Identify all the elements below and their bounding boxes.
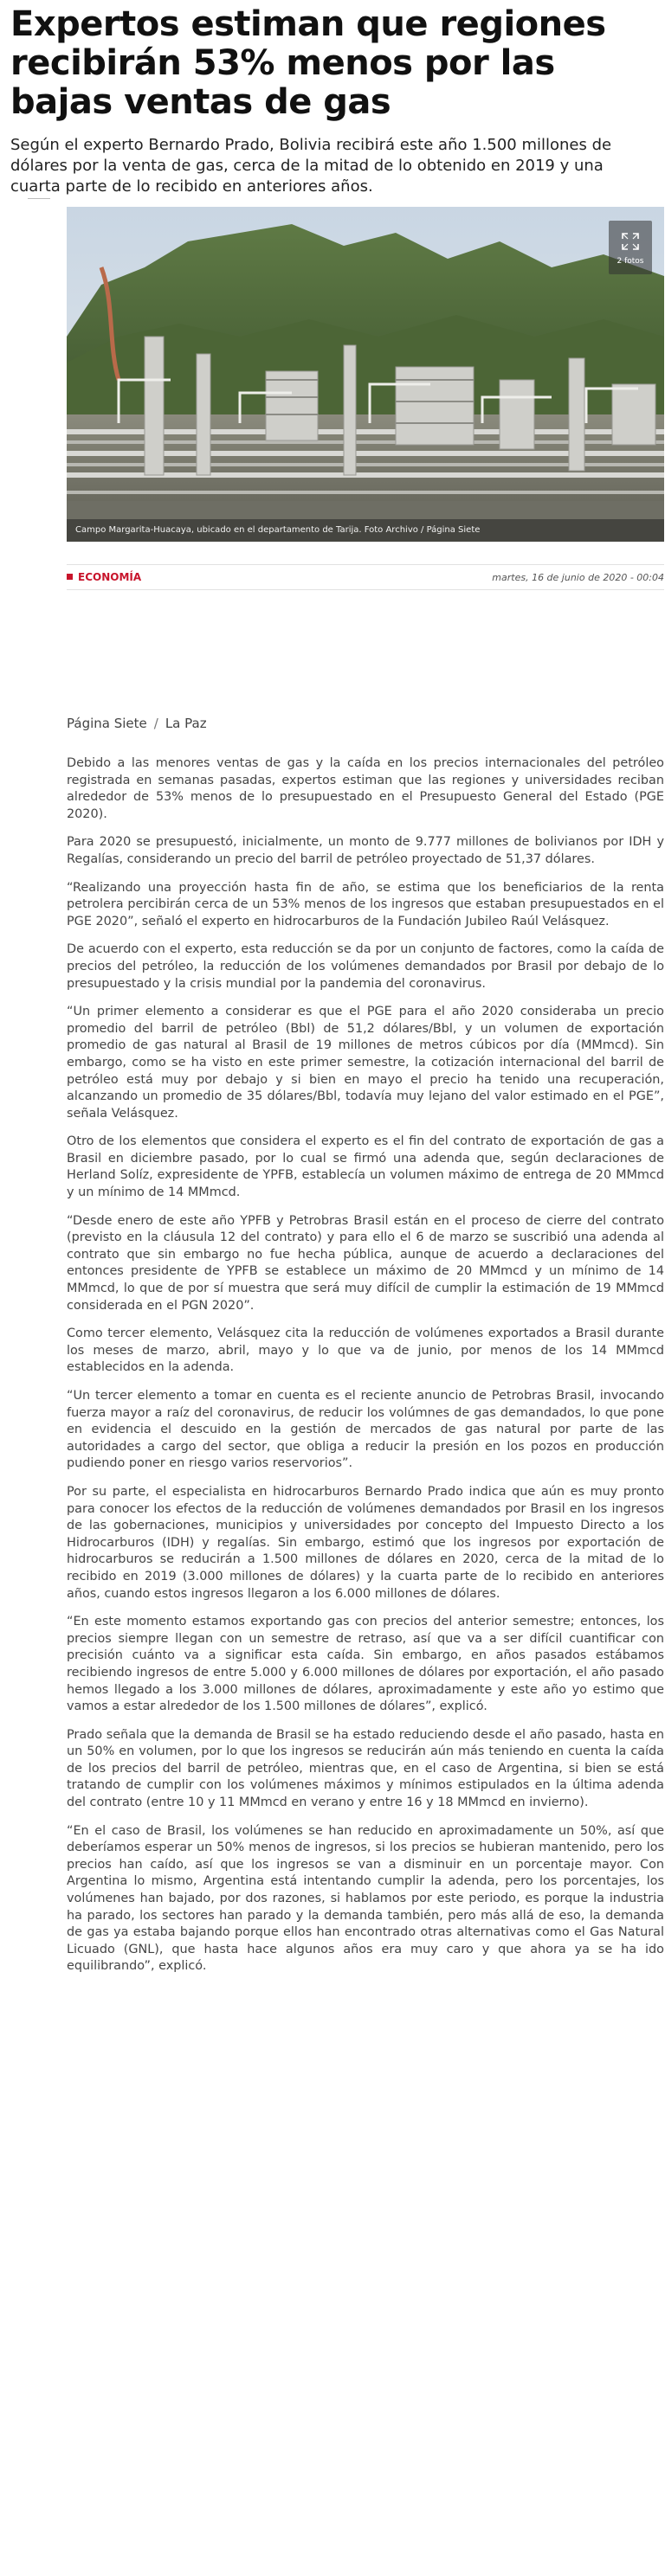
body-paragraph: De acuerdo con el experto, esta reducción se da por un conjunto de factores, como la caída de precios del petróleo, la reducción de los volúmenes demandados por Brasil por debajo de lo presupuestado y la crisis mundial por la pandemia del coronavirus. (67, 942, 664, 991)
body-paragraph: “En este momento estamos exportando gas con precios del anterior semestre; entonces, los precios siempre llegan con un semestre de retraso, así que va a ser difícil cuantificar con precisión cuánto va a significar esta caída. Sin embargo, en años pasados estábamos recibiendo ingresos de entre 5.000 y 6.000 millones de dólares por exportación, el año pasado hemos llegado a los 3.000 millones de dólares, aproximadamente y este año yo estimo que vamos a estar alrededor de los 1.500 millones de dólares”, explicó. (67, 1615, 664, 1714)
section-link[interactable] (67, 571, 141, 583)
gallery-button[interactable] (609, 221, 652, 274)
image-caption-bar (67, 519, 664, 542)
body-paragraph: “Realizando una proyección hasta fin de año, se estima que los beneficiarios de la renta petrolera percibirán cerca de un 53% menos de los ingresos que estaban presupuestados en el PGE 2020”, señaló el experto en hidrocarburos de la Fundación Jubileo Raúl Velásquez. (67, 880, 664, 928)
body-paragraph: Para 2020 se presupuestó, inicialmente, un monto de 9.777 millones de bolivianos por IDH y Regalías, considerando un precio del barril de petróleo proyectado de 51,37 dólares. (67, 835, 664, 866)
section-label: ECONOMÍA (78, 571, 142, 583)
byline (67, 716, 207, 731)
article-meta-bar (67, 564, 664, 590)
image-caption: Campo Margarita-Huacaya, ubicado en el departamento de Tarija. Foto Archivo / Página Siete (75, 525, 481, 535)
section-square-icon (67, 574, 73, 580)
subtitle-divider (28, 198, 50, 199)
article-hero-image[interactable] (67, 207, 664, 542)
article-subtitle: Según el experto Bernardo Prado, Bolivia recibirá este año 1.500 millones de dólares por la venta de gas, cerca de la mitad de lo obtenido en 2019 y una cuarta parte de lo recibido en anteriores años. (10, 136, 612, 196)
article-body (67, 755, 664, 1987)
gas-plant-photo (67, 207, 664, 542)
body-paragraph: “Un primer elemento a considerar es que el PGE para el año 2020 consideraba un precio promedio del barril de petróleo (Bbl) de 51,2 dólares/Bbl, y un volumen de exportación promedio de gas natural al Brasil de 19 millones de metros cúbicos por día (MMmcd). Sin embargo, como se ha visto en este primer semestre, la cotización internacional del barril de petróleo está muy por debajo y si bien en mayo el precio ha tenido una recuperación, alcanzando un promedio de 35 dólares/Bbl, todavía muy lejano del valor estimado en el PGE”, señala Velásquez. (67, 1005, 664, 1121)
publish-date: martes, 16 de junio de 2020 - 00:04 (492, 572, 664, 583)
body-paragraph: “En el caso de Brasil, los volúmenes se han reducido en aproximadamente un 50%, así que deberíamos esperar un 50% menos de ingresos, si los precios se hubieran mantenido, pero los precios han caído, así que los ingresos se van a disminuir en un porcentaje mayor. Con Argentina lo mismo, Argentina está intentando cumplir la adenda, pero los porcentajes, los volúmenes han bajado, por dos razones, si hablamos por este periodo, es porque la industria ha parado, los sectores han parado y la demanda también, pero más allá de eso, la demanda de gas ya estaba bajando porque ellos han encontrado otras alternativas como el Gas Natural Licuado (GNL), que hasta hace algunos años era muy caro y que ahora ya se ha ido equilibrando”, explicó. (67, 1823, 664, 1974)
byline-source: Página Siete (67, 716, 147, 731)
body-paragraph: Por su parte, el especialista en hidrocarburos Bernardo Prado indica que aún es muy pronto para conocer los efectos de la reducción de volúmenes demandados por Brasil en los ingresos de las gobernaciones, municipios y universidades por concepto del Impuesto Directo a los Hidrocarburos (IDH) y regalías. Sin embargo, estimó que los ingresos por exportación de hidrocarburos se reducirán a 1.500 millones de dólares en 2020, cerca de la mitad de lo recibido en 2019 (3.000 millones de dólares) y la cuarta parte de lo recibido en anteriores años, cuando estos ingresos llegaron a los 6.000 millones de dólares. (67, 1484, 664, 1601)
expand-icon (622, 233, 639, 250)
body-paragraph: “Desde enero de este año YPFB y Petrobras Brasil están en el proceso de cierre del contrato (previsto en la cláusula 12 del contrato) y para ello el 6 de marzo se suscribió una adenda al contrato que sin embargo no fue hecha pública, aunque de acuerdo a declaraciones del entonces presidente de YPFB se establece un máximo de 20 MMmcd y un mínimo de 14 MMmcd, lo que de por sí muestra que será muy difícil de cumplir la estimación de 19 MMmcd considerada en el PGN 2020”. (67, 1213, 664, 1313)
photo-count: 2 fotos (617, 257, 644, 266)
body-paragraph: “Un tercer elemento a tomar en cuenta es el reciente anuncio de Petrobras Brasil, invocando fuerza mayor a raíz del coronavirus, de reducir los volúmnes de gas demandados, lo que pone en evidencia el descuido en la gestión de mercados de gas natural por parte de las autoridades a cargo del sector, que obliga a reducir la presión en los pozos en producción pudiendo poner en riesgo varios reservorios”. (67, 1389, 664, 1471)
byline-location: La Paz (165, 716, 207, 731)
body-paragraph: Debido a las menores ventas de gas y la caída en los precios internacionales del petróleo registrada en semanas pasadas, expertos estiman que las regiones y universidades reciban alrededor de 53% menos de lo presupuestado en el Presupuesto General del Estado (PGE 2020). (67, 756, 664, 821)
body-paragraph: Como tercer elemento, Velásquez cita la reducción de volúmenes exportados a Brasil durante los meses de marzo, abril, mayo y lo que va de junio, por menos de los 14 MMmcd establecidos en la adenda. (67, 1327, 664, 1375)
body-paragraph: Prado señala que la demanda de Brasil se ha estado reduciendo desde el año pasado, hasta en un 50% en volumen, por lo que los ingresos se reducirán aún más teniendo en cuenta la caída de los precios del barril de petróleo, mientras que, en el caso de Argentina, si bien se está tratando de cumplir con los volúmenes máximos y mínimos estipulados en la última adenda del contrato (entre 10 y 11 MMmcd en verano y entre 16 y 18 MMmcd en invierno). (67, 1727, 664, 1810)
article-headline: Expertos estiman que regiones recibirán 53% menos por las bajas ventas de gas (10, 4, 606, 122)
byline-separator: / (153, 716, 158, 731)
body-paragraph: Otro de los elementos que considera el experto es el fin del contrato de exportación de gas a Brasil en diciembre pasado, por lo cual se firmó una adenda que, según declaraciones de Herland Solíz, expresidente de YPFB, establecía un volumen máximo de entrega de 20 MMmcd y un mínimo de 14 MMmcd. (67, 1134, 664, 1200)
